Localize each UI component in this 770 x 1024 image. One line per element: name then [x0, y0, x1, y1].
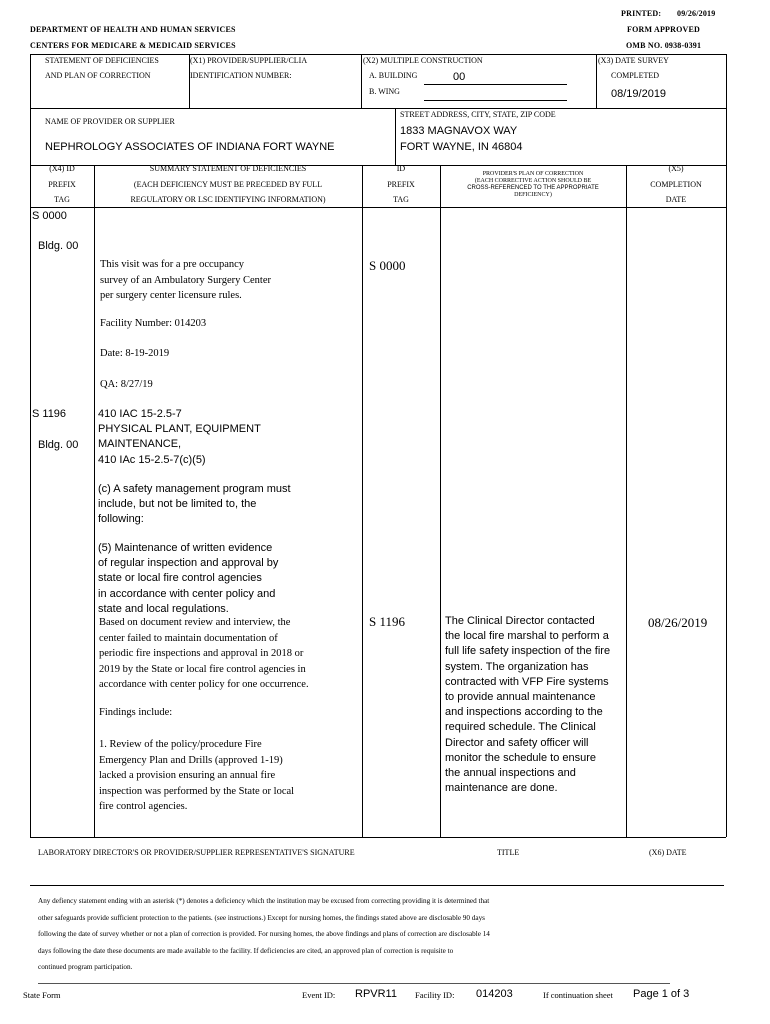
plan-label-3: CROSS-REFERENCED TO THE APPROPRIATE — [467, 185, 599, 191]
tag-s1196: S 1196 — [32, 408, 67, 420]
event-id: RPVR11 — [355, 988, 397, 1000]
printed-date: 09/26/2019 — [677, 9, 716, 18]
printed-label: PRINTED: — [621, 9, 662, 18]
plan-of-correction-text — [445, 614, 610, 796]
based-line: 2019 by the State or local fire control agencies in — [99, 663, 306, 675]
safety-line: (c) A safety management program must — [98, 483, 291, 495]
x5-label-3: DATE — [665, 195, 687, 204]
plan-label-2: (EACH CORRECTIVE ACTION SHOULD BE — [474, 178, 592, 184]
x3-label-2: COMPLETED — [611, 71, 659, 80]
plan-line: maintenance are done. — [445, 782, 558, 795]
page-number: Page 1 of 3 — [633, 988, 690, 1000]
maintenance-line: state or local fire control agencies — [98, 572, 262, 585]
review-line: lacked a provision ensuring an annual fire — [99, 770, 276, 781]
safety-program-text — [98, 482, 291, 528]
id-label-3: TAG — [393, 195, 409, 204]
footnote-line: Any defiency statement ending with an asterisk (*) denotes a deficiency which the institution may be excused from correcting providing it is determined that — [38, 897, 490, 905]
signature-label: LABORATORY DIRECTOR'S OR PROVIDER/SUPPLIER REPRESENTATIVE'S SIGNATURE — [38, 848, 355, 857]
continuation-label: If continuation sheet — [543, 990, 613, 1000]
id-label: ID — [396, 164, 406, 173]
based-line: periodic fire inspections and approval in 2018 or — [99, 648, 304, 659]
x5-label-2: COMPLETION — [650, 180, 702, 189]
building-value: 00 — [453, 71, 466, 83]
maintenance-line: in accordance with center policy and — [98, 587, 276, 600]
form-approved: FORM APPROVED — [627, 25, 701, 34]
statement-label-2: AND PLAN OF CORRECTION — [45, 71, 151, 80]
plan-line: the local fire marshal to perform a — [445, 630, 609, 643]
bldg-00: Bldg. 00 — [38, 240, 79, 252]
address-line-2: FORT WAYNE, IN 46804 — [400, 141, 523, 153]
x2-label: (X2) MULTIPLE CONSTRUCTION — [363, 56, 483, 65]
regulation-text — [98, 407, 261, 468]
visit-line: survey of an Ambulatory Surgery Center — [100, 274, 271, 286]
based-line: center failed to maintain documentation of — [99, 632, 278, 644]
x1-label-2: IDENTIFICATION NUMBER: — [190, 71, 292, 80]
right-tag-s1196: S 1196 — [369, 614, 405, 629]
plan-line: The Clinical Director contacted — [445, 615, 595, 627]
review-line: fire control agencies. — [99, 801, 188, 812]
plan-line: full life safety inspection of the fire — [445, 645, 611, 658]
x4-label: (X4) ID — [49, 164, 75, 173]
footnote-line: other safeguards provide sufficient protection to the patients. (see instructions.) Except for nursing homes, the findings stated above are disclosable 90 days — [38, 913, 485, 922]
summary-label: SUMMARY STATEMENT OF DEFICIENCIES — [149, 164, 307, 173]
plan-line: Director and safety officer will — [445, 736, 589, 749]
regulation-line: PHYSICAL PLANT, EQUIPMENT — [98, 423, 261, 436]
completion-date: 08/26/2019 — [648, 615, 708, 630]
address-label: STREET ADDRESS, CITY, STATE, ZIP CODE — [400, 110, 556, 119]
centers-title: CENTERS FOR MEDICARE & MEDICAID SERVICES — [30, 41, 236, 50]
x4-label-2: PREFIX — [48, 180, 76, 189]
department-title: DEPARTMENT OF HEALTH AND HUMAN SERVICES — [30, 25, 236, 34]
building-label: A. BUILDING — [369, 71, 418, 80]
summary-label-2: (EACH DEFICIENCY MUST BE PRECEDED BY FULL — [133, 180, 323, 189]
x1-label: (X1) PROVIDER/SUPPLIER/CLIA — [190, 56, 308, 65]
visit-text — [100, 257, 271, 304]
based-line: accordance with center policy for one occurrence. — [99, 679, 309, 690]
based-on-text — [99, 615, 309, 693]
title-label: TITLE — [497, 848, 520, 857]
maintenance-line: of regular inspection and approval by — [98, 557, 279, 570]
maintenance-text — [98, 541, 278, 617]
plan-label — [440, 171, 626, 199]
survey-date: 08/19/2019 — [611, 88, 667, 100]
regulation-line: 410 IAC 15-2.5-7 — [98, 408, 182, 420]
x4-label-3: TAG — [54, 195, 70, 204]
plan-line: the annual inspections and — [445, 767, 576, 780]
review-line: Emergency Plan and Drills (approved 1-19) — [99, 754, 283, 766]
provider-name-label: NAME OF PROVIDER OR SUPPLIER — [45, 117, 175, 126]
plan-line: system. The organization has — [445, 660, 589, 673]
visit-line: per surgery center licensure rules. — [100, 290, 242, 301]
plan-line: to provide annual maintenance — [445, 691, 596, 704]
findings-include: Findings include: — [99, 707, 173, 718]
footnote — [38, 893, 490, 976]
safety-line: following: — [98, 513, 144, 526]
wing-label: B. WING — [369, 87, 400, 96]
omb-number: OMB NO. 0938-0391 — [626, 41, 702, 50]
plan-line: required schedule. The Clinical — [445, 721, 596, 734]
x5-label: (X5) — [668, 164, 684, 173]
facility-id-label: Facility ID: — [415, 990, 455, 1000]
plan-label-4: DEFICIENCY) — [514, 192, 552, 198]
right-tag-s0000: S 0000 — [369, 258, 406, 273]
review-line: 1. Review of the policy/procedure Fire — [99, 739, 262, 750]
maintenance-line: (5) Maintenance of written evidence — [98, 542, 273, 554]
facility-number: Facility Number: 014203 — [100, 318, 207, 329]
survey-date-line: Date: 8-19-2019 — [100, 348, 170, 359]
maintenance-line: state and local regulations. — [98, 602, 229, 615]
plan-label-1: PROVIDER'S PLAN OF CORRECTION — [482, 171, 584, 177]
tag-s0000: S 0000 — [32, 210, 67, 222]
bldg-00-second: Bldg. 00 — [38, 439, 79, 451]
id-label-2: PREFIX — [387, 180, 415, 189]
event-id-label: Event ID: — [302, 990, 336, 1000]
state-form-label: State Form — [23, 990, 61, 1000]
safety-line: include, but not be limited to, the — [98, 498, 257, 511]
x6-date-label: (X6) DATE — [649, 848, 687, 857]
summary-label-3: REGULATORY OR LSC IDENTIFYING INFORMATION) — [130, 195, 326, 204]
facility-id: 014203 — [476, 988, 513, 1000]
qa-line: QA: 8/27/19 — [100, 379, 153, 390]
provider-name: NEPHROLOGY ASSOCIATES OF INDIANA FORT WAYNE — [45, 141, 335, 153]
plan-line: monitor the schedule to ensure — [445, 751, 597, 764]
based-line: Based on document review and interview, the — [99, 617, 291, 628]
visit-line: This visit was for a pre occupancy — [100, 259, 245, 270]
footnote-line: continued program participation. — [38, 963, 133, 971]
plan-line: and inspections according to the — [445, 706, 603, 719]
x3-label: (X3) DATE SURVEY — [598, 56, 669, 65]
regulation-line: 410 IAc 15-2.5-7(c)(5) — [98, 453, 206, 466]
footnote-line: days following the date these documents are made available to the facility. If deficiencies are cited, an approved plan of correction is requisite to — [38, 946, 454, 955]
review-line: inspection was performed by the State or local — [99, 785, 295, 797]
review-text — [99, 737, 294, 815]
plan-line: contracted with VFP Fire systems — [445, 675, 609, 688]
address-line-1: 1833 MAGNAVOX WAY — [400, 125, 518, 137]
statement-label-1: STATEMENT OF DEFICIENCIES — [45, 56, 159, 65]
regulation-line: MAINTENANCE, — [98, 438, 182, 451]
footnote-line: following the date of survey whether or not a plan of correction is provided. For nursing homes, the above findings and plans of correction are disclosable 14 — [38, 930, 490, 938]
